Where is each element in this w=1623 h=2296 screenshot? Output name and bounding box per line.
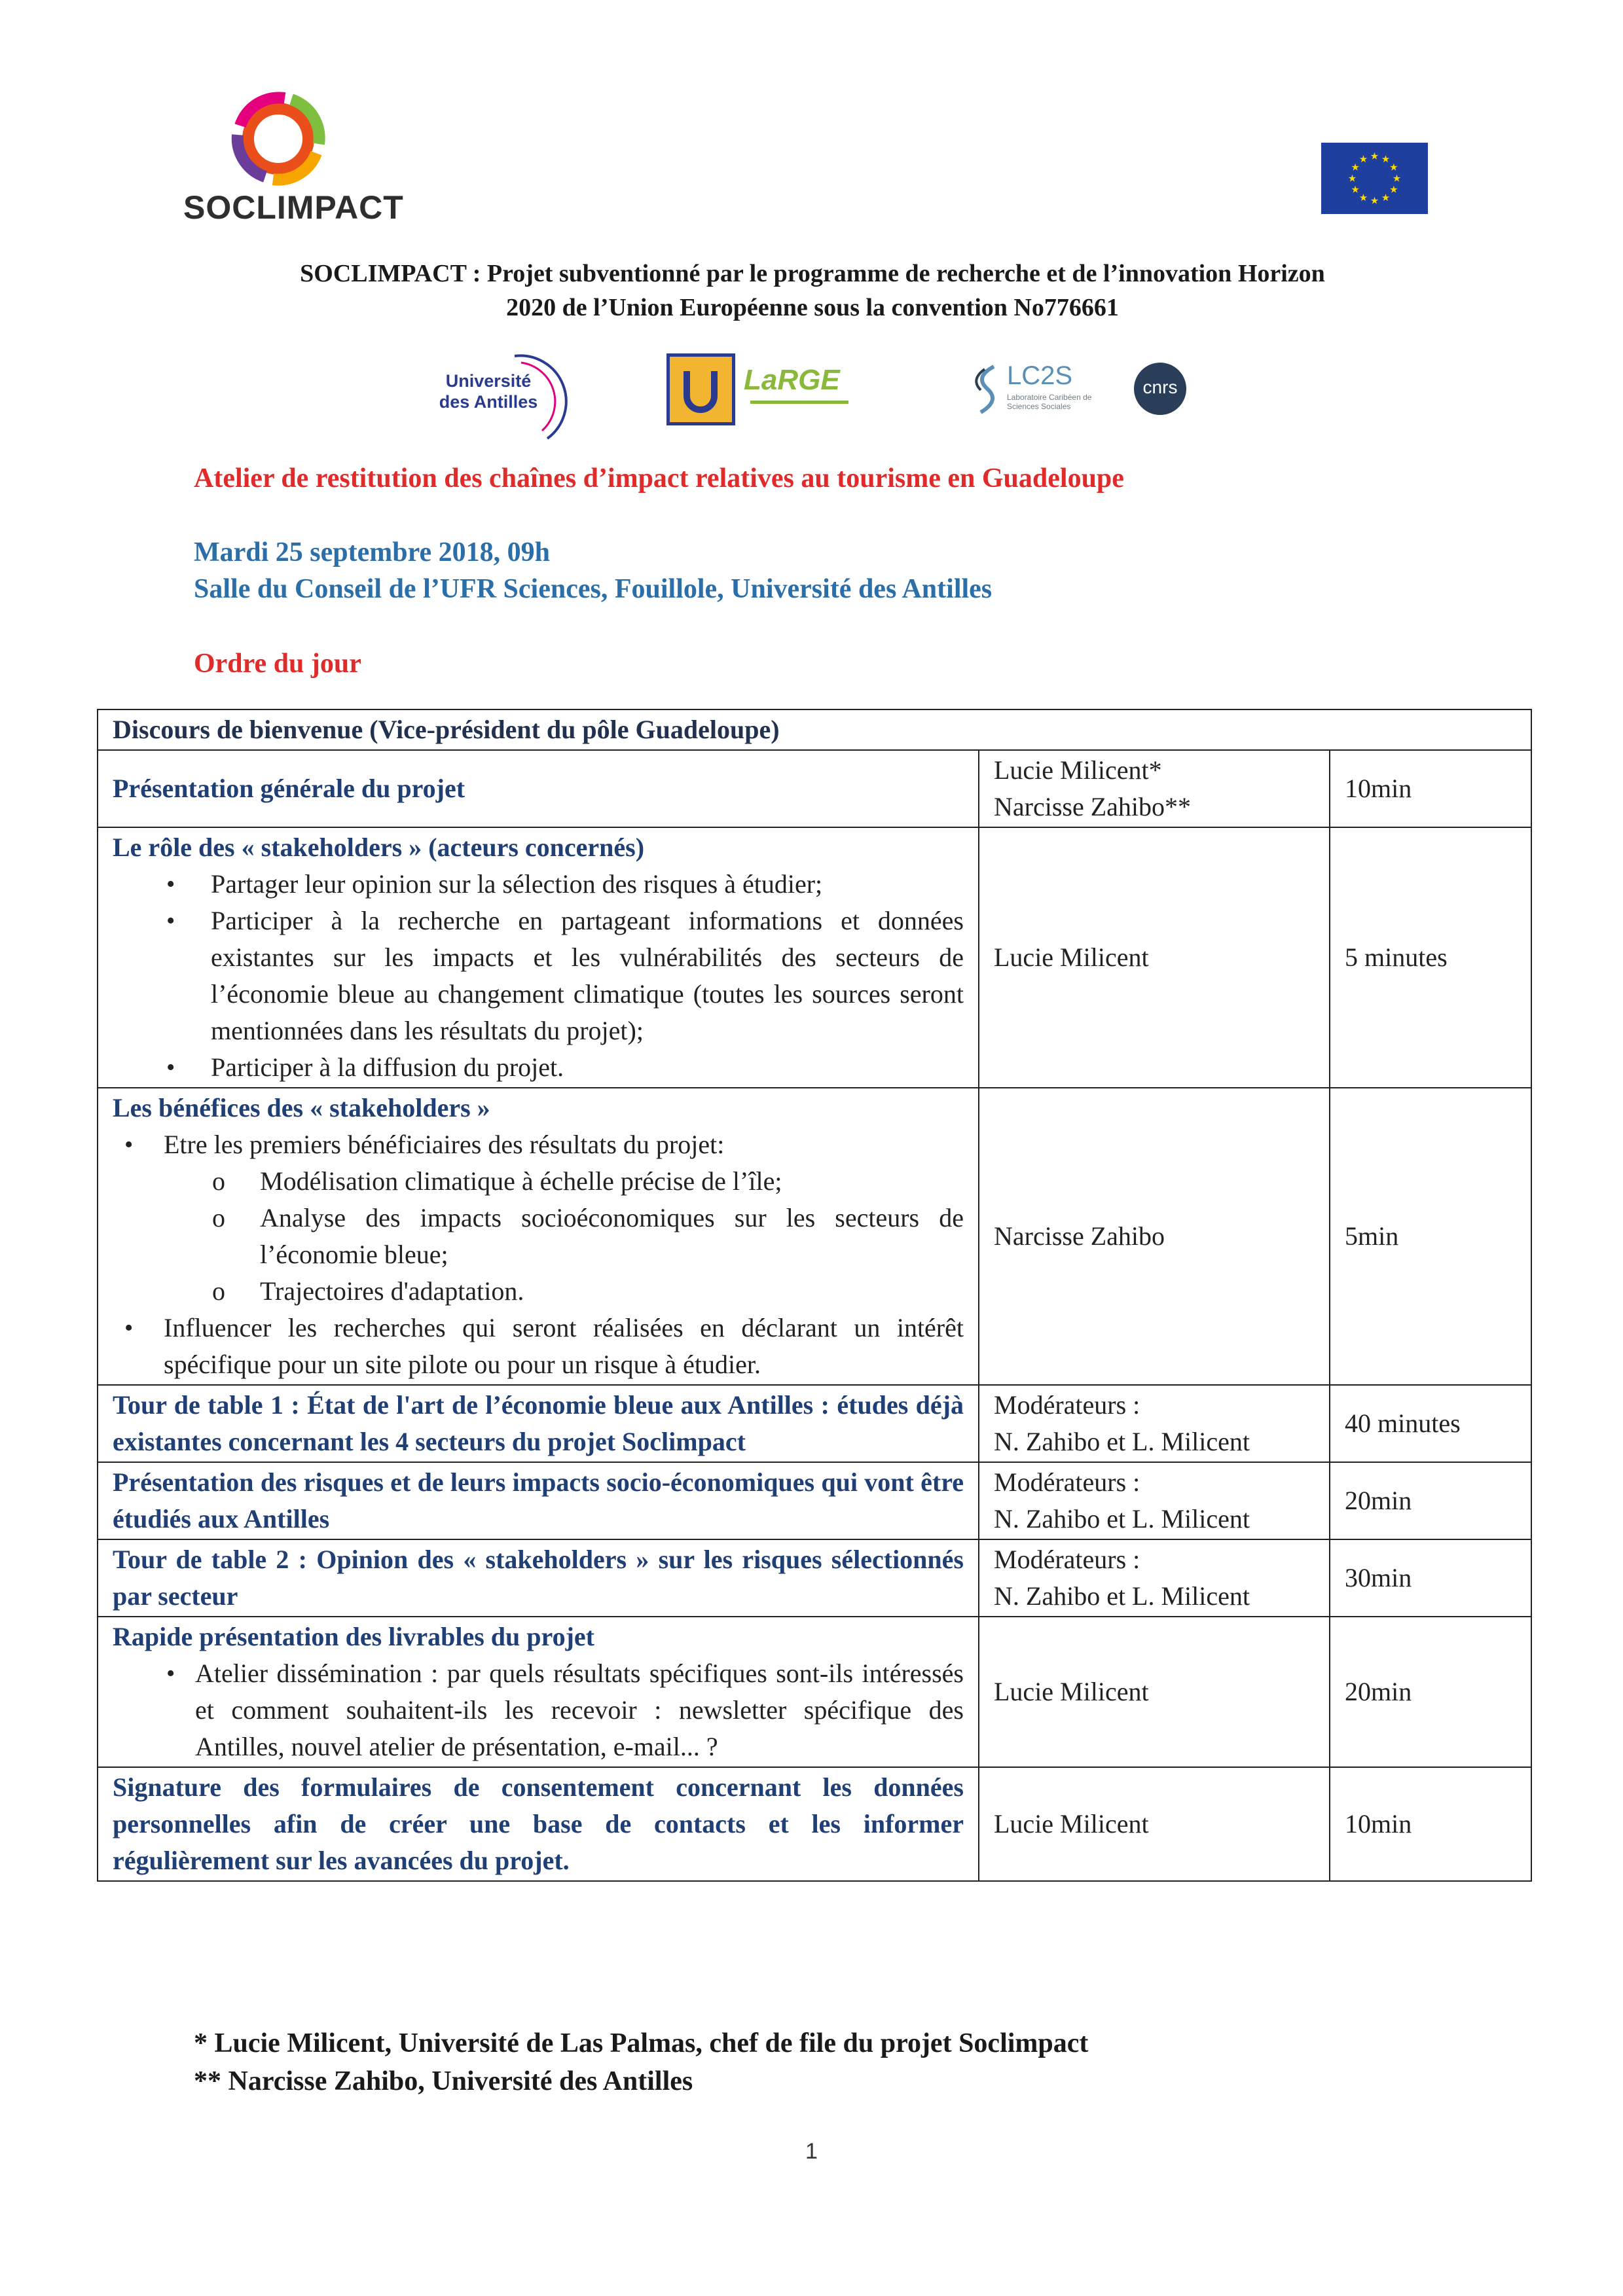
speaker-name: Modérateurs : bbox=[994, 1390, 1140, 1420]
eu-star-icon: ★ bbox=[1359, 154, 1368, 166]
eu-stars bbox=[1321, 143, 1428, 214]
welcome-cell: Discours de bienvenue (Vice-président du pôle Guadeloupe) bbox=[98, 709, 1531, 750]
agenda-title: Ordre du jour bbox=[194, 649, 361, 679]
list-item: o Analyse des impacts socioéconomiques sur les secteurs de l’économie bleue; bbox=[113, 1200, 964, 1273]
duration-cell: 5 minutes bbox=[1330, 827, 1531, 1088]
speaker-name: Modérateurs : bbox=[994, 1467, 1140, 1497]
lc2s-waves-icon bbox=[968, 360, 1004, 416]
eu-star-icon: ★ bbox=[1370, 151, 1379, 162]
eu-star-icon: ★ bbox=[1351, 162, 1360, 173]
speaker-name: N. Zahibo et L. Milicent bbox=[994, 1427, 1250, 1456]
bullet-list bbox=[113, 1655, 964, 1765]
duration-cell: 5min bbox=[1330, 1088, 1531, 1385]
speaker-cell bbox=[979, 1462, 1330, 1539]
speaker-name: Modérateurs : bbox=[994, 1545, 1140, 1574]
duration-cell: 30min bbox=[1330, 1539, 1531, 1617]
soclimpact-logo bbox=[183, 92, 404, 229]
eu-star-icon: ★ bbox=[1381, 192, 1391, 204]
event-date: Mardi 25 septembre 2018, 09h bbox=[194, 537, 551, 567]
cnrs-logo-text: cnrs bbox=[1142, 377, 1178, 397]
eu-star-icon: ★ bbox=[1389, 185, 1398, 196]
list-item: • Participer à la recherche en partageant informations et données existantes sur les impacts et les vulnérabilités des secteurs de l’économie bleue au changement climatique (toutes les sources seront mentionnées dans les résultats du projet); bbox=[113, 903, 964, 1049]
list-item: o Modélisation climatique à échelle précise de l’île; bbox=[113, 1163, 964, 1200]
topic-cell bbox=[98, 1617, 979, 1767]
funding-heading bbox=[194, 257, 1431, 325]
speaker-name: N. Zahibo et L. Milicent bbox=[994, 1581, 1250, 1611]
eu-star-icon: ★ bbox=[1392, 173, 1402, 185]
speaker-cell: Narcisse Zahibo bbox=[979, 1088, 1330, 1385]
table-row bbox=[98, 1462, 1531, 1539]
u-logo-icon bbox=[666, 353, 735, 425]
topic-title: Le rôle des « stakeholders » (acteurs concernés) bbox=[113, 833, 645, 862]
table-row bbox=[98, 1088, 1531, 1385]
universite-antilles-logo bbox=[436, 347, 574, 452]
topic-cell: Tour de table 1 : État de l'art de l’économie bleue aux Antilles : études déjà existantes concernant les 4 secteurs du projet Soclimpact bbox=[98, 1385, 979, 1462]
speaker-cell bbox=[979, 750, 1330, 827]
agenda-table bbox=[97, 709, 1532, 1882]
topic-cell: Présentation générale du projet bbox=[98, 750, 979, 827]
speaker-cell: Lucie Milicent bbox=[979, 827, 1330, 1088]
universite-logo-line2: des Antilles bbox=[439, 392, 538, 412]
eu-star-icon: ★ bbox=[1389, 162, 1398, 173]
speaker-cell: Lucie Milicent bbox=[979, 1617, 1330, 1767]
duration-cell: 40 minutes bbox=[1330, 1385, 1531, 1462]
eu-star-icon: ★ bbox=[1347, 173, 1357, 185]
bullet-list bbox=[113, 1310, 964, 1383]
cnrs-logo bbox=[1134, 363, 1186, 415]
eu-star-icon: ★ bbox=[1351, 185, 1360, 196]
topic-cell: Signature des formulaires de consentement concernant les données personnelles afin de créer une base de contacts et les informer régulièrement sur les avancées du projet. bbox=[98, 1767, 979, 1881]
eu-star-icon: ★ bbox=[1381, 154, 1391, 166]
table-row bbox=[98, 1767, 1531, 1881]
list-item: • Influencer les recherches qui seront réalisées en déclarant un intérêt spécifique pour un site pilote ou pour un risque à étudier. bbox=[113, 1310, 964, 1383]
funding-heading-line2: 2020 de l’Union Européenne sous la convention No776661 bbox=[506, 294, 1119, 321]
workshop-title: Atelier de restitution des chaînes d’impact relatives au tourisme en Guadeloupe bbox=[194, 463, 1124, 493]
speaker-name: N. Zahibo et L. Milicent bbox=[994, 1504, 1250, 1534]
speaker-cell bbox=[979, 1385, 1330, 1462]
large-logo-text: LaRGE bbox=[744, 364, 840, 396]
bullet-list bbox=[113, 866, 964, 1086]
list-item: • Participer à la diffusion du projet. bbox=[113, 1049, 964, 1086]
speaker-name: Narcisse Zahibo** bbox=[994, 792, 1192, 821]
footnote-zahibo: ** Narcisse Zahibo, Université des Antilles bbox=[194, 2066, 693, 2096]
eu-star-icon: ★ bbox=[1359, 192, 1368, 204]
duration-cell: 20min bbox=[1330, 1462, 1531, 1539]
eu-flag-icon bbox=[1321, 143, 1428, 214]
universite-logo-line1: Université bbox=[445, 371, 532, 391]
table-row bbox=[98, 1617, 1531, 1767]
duration-cell: 20min bbox=[1330, 1617, 1531, 1767]
duration-cell: 10min bbox=[1330, 750, 1531, 827]
sub-bullet-list bbox=[113, 1163, 964, 1310]
list-item: o Trajectoires d'adaptation. bbox=[113, 1273, 964, 1310]
large-underline bbox=[750, 401, 848, 404]
table-row bbox=[98, 750, 1531, 827]
eu-star-icon: ★ bbox=[1370, 196, 1379, 207]
topic-cell bbox=[98, 1088, 979, 1385]
footnote-milicent: * Lucie Milicent, Université de Las Palmas, chef de file du projet Soclimpact bbox=[194, 2028, 1089, 2058]
lc2s-logo bbox=[968, 360, 1118, 419]
table-row bbox=[98, 1539, 1531, 1617]
speaker-cell bbox=[979, 1539, 1330, 1617]
list-item: • Etre les premiers bénéficiaires des résultats du projet: bbox=[113, 1126, 964, 1163]
large-logo bbox=[744, 364, 862, 410]
funding-heading-line1: SOCLIMPACT : Projet subventionné par le programme de recherche et de l’innovation Horizon bbox=[300, 260, 1325, 287]
topic-cell: Tour de table 2 : Opinion des « stakeholders » sur les risques sélectionnés par secteur bbox=[98, 1539, 979, 1617]
speaker-cell: Lucie Milicent bbox=[979, 1767, 1330, 1881]
duration-cell: 10min bbox=[1330, 1767, 1531, 1881]
soclimpact-logo-text: SOCLIMPACT bbox=[183, 189, 404, 226]
event-place: Salle du Conseil de l’UFR Sciences, Fouillole, Université des Antilles bbox=[194, 574, 993, 604]
list-item: • Partager leur opinion sur la sélection des risques à étudier; bbox=[113, 866, 964, 903]
bullet-list bbox=[113, 1126, 964, 1163]
topic-title: Les bénéfices des « stakeholders » bbox=[113, 1093, 490, 1122]
table-row bbox=[98, 1385, 1531, 1462]
table-row bbox=[98, 827, 1531, 1088]
list-item: • Atelier dissémination : par quels résultats spécifiques sont-ils intéressés et comment souhaitent-ils les recevoir : newsletter spécifique des Antilles, nouvel atelier de présentation, e-mail... ? bbox=[113, 1655, 964, 1765]
topic-title: Rapide présentation des livrables du projet bbox=[113, 1622, 594, 1651]
page-number: 1 bbox=[805, 2139, 818, 2164]
table-row bbox=[98, 709, 1531, 750]
topic-cell bbox=[98, 827, 979, 1088]
soclimpact-emblem-icon bbox=[183, 92, 373, 190]
u-letter-icon bbox=[670, 357, 732, 422]
speaker-name: Lucie Milicent* bbox=[994, 755, 1162, 785]
topic-cell: Présentation des risques et de leurs impacts socio-économiques qui vont être étudiés aux Antilles bbox=[98, 1462, 979, 1539]
lc2s-logo-text: LC2S bbox=[1007, 361, 1073, 390]
lc2s-logo-subtitle: Laboratoire Caribéen de Sciences Sociales bbox=[1007, 393, 1092, 411]
